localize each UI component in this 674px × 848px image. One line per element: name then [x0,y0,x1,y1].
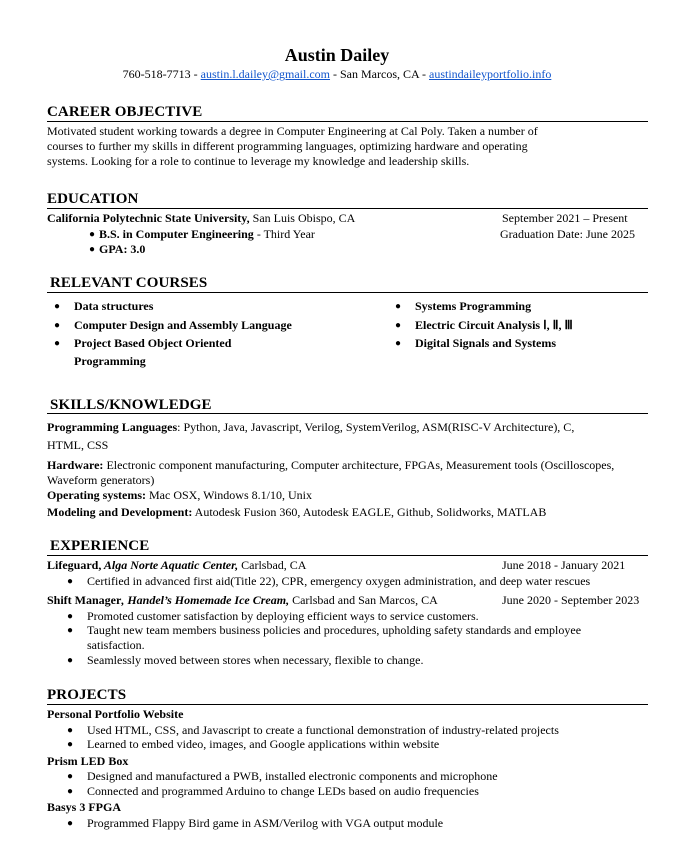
section-divider [47,292,648,293]
skill-label: Modeling and Development: [47,505,193,519]
skill-label: Operating systems: [47,488,146,502]
projects-heading: PROJECTS [47,687,127,703]
bullet-icon: ● [67,655,74,666]
bullet-icon: ● [54,301,61,312]
bullet-icon: ● [67,818,74,829]
skills-programming-continued: HTML, CSS [47,438,109,452]
degree-name: B.S. in Computer Engineering [99,227,254,241]
project-name: Basys 3 FPGA [47,800,122,814]
skills-heading: SKILLS/KNOWLEDGE [50,397,212,413]
location-separator: - San Marcos, CA - [330,67,430,81]
job-role: Lifeguard, [47,558,102,572]
job-role: Shift Manager [47,593,122,607]
bullet-icon: ● [67,786,74,797]
objective-line: systems. Looking for a role to continue to leverage my knowledge and leadership skills. [47,154,470,168]
graduation-date: Graduation Date: June 2025 [500,227,635,241]
skill-label: Programming Languages [47,420,178,434]
school-location: San Luis Obispo, CA [249,211,356,225]
degree-line [99,227,315,242]
section-divider [47,704,648,705]
website-link[interactable]: austindaileyportfolio.info [429,67,552,81]
project-bullet: Connected and programmed Arduino to change LEDs based on audio frequencies [87,784,479,798]
section-divider [47,208,648,209]
gpa: GPA: 3.0 [99,242,146,256]
section-divider [47,555,648,556]
skills-hardware-continued: Waveform generators) [47,473,155,487]
course-item: Project Based Object Oriented [74,336,232,350]
skill-value: Electronic component manufacturing, Computer architecture, FPGAs, Measurement tools (Oscilloscopes, [103,458,615,472]
job-dates: June 2018 - January 2021 [502,558,626,572]
skill-value: Autodesk Fusion 360, Autodesk EAGLE, Github, Solidworks, MATLAB [192,505,547,519]
skill-value: : Python, Java, Javascript, Verilog, SystemVerilog, ASM(RISC-V Architecture), C, [177,420,575,434]
skills-os [47,488,312,503]
job-employer: , Handel’s Homemade Ice Cream, [121,593,290,607]
project-bullet: Programmed Flappy Bird game in ASM/Verilog with VGA output module [87,816,444,830]
skill-label: Hardware: [47,458,104,472]
job-location: Carlsbad, CA [238,558,307,572]
skills-programming [47,420,574,435]
bullet-icon: ● [89,229,96,240]
job-dates: June 2020 - September 2023 [502,593,640,607]
bullet-icon: ● [67,611,74,622]
bullet-icon: ● [395,301,402,312]
job-employer: Alga Norte Aquatic Center, [101,558,239,572]
bullet-icon: ● [54,338,61,349]
school-line [47,211,355,226]
job-title-line [47,593,438,608]
bullet-icon: ● [67,576,74,587]
bullet-icon: ● [67,739,74,750]
phone-number: 760-518-7713 [122,67,191,81]
bullet-icon: ● [395,320,402,331]
course-item: Electric Circuit Analysis Ⅰ, Ⅱ, Ⅲ [415,318,573,332]
skills-hardware [47,458,614,473]
bullet-icon: ● [67,725,74,736]
course-item: Digital Signals and Systems [415,336,557,350]
project-bullet: Designed and manufactured a PWB, installed electronic components and microphone [87,769,498,783]
project-bullet: Learned to embed video, images, and Google applications within website [87,737,440,751]
job-title-line [47,558,306,573]
experience-heading: EXPERIENCE [50,538,150,554]
job-bullet: Certified in advanced first aid(Title 22), CPR, emergency oxygen administration, and deep water rescues [87,574,591,588]
objective-line: courses to further my skills in different programming languages, optimizing hardware and operating [47,139,528,153]
project-bullet: Used HTML, CSS, and Javascript to create a functional demonstration of industry-related projects [87,723,559,737]
job-bullet: Promoted customer satisfaction by deploying efficient ways to service customers. [87,609,479,623]
job-bullet: Seamlessly moved between stores when necessary, flexible to change. [87,653,424,667]
courses-heading: RELEVANT COURSES [50,275,208,291]
education-dates: September 2021 – Present [502,211,628,225]
section-divider [47,413,648,414]
bullet-icon: ● [67,625,74,636]
skill-value: Mac OSX, Windows 8.1/10, Unix [146,488,312,502]
project-name: Prism LED Box [47,754,129,768]
course-item: Data structures [74,299,154,313]
job-bullet: Taught new team members business policies and procedures, upholding safety standards and employee [87,623,582,637]
separator: - [190,67,201,81]
project-name: Personal Portfolio Website [47,707,184,721]
course-item: Systems Programming [415,299,532,313]
bullet-icon: ● [54,320,61,331]
skills-modeling [47,505,546,520]
course-item-continued: Programming [74,354,146,368]
objective-line: Motivated student working towards a degree in Computer Engineering at Cal Poly. Taken a number of [47,124,538,138]
email-link[interactable]: austin.l.dailey@gmail.com [200,67,331,81]
bullet-icon: ● [395,338,402,349]
school-name: California Polytechnic State University, [47,211,250,225]
job-bullet-continued: satisfaction. [87,638,145,652]
section-divider [47,121,648,122]
bullet-icon: ● [89,244,96,255]
degree-year: - Third Year [253,227,315,241]
bullet-icon: ● [67,771,74,782]
contact-line [0,67,674,82]
job-location: Carlsbad and San Marcos, CA [289,593,438,607]
resume-name: Austin Dailey [284,45,390,65]
education-heading: EDUCATION [47,191,139,207]
objective-heading: CAREER OBJECTIVE [47,104,203,120]
course-item: Computer Design and Assembly Language [74,318,292,332]
